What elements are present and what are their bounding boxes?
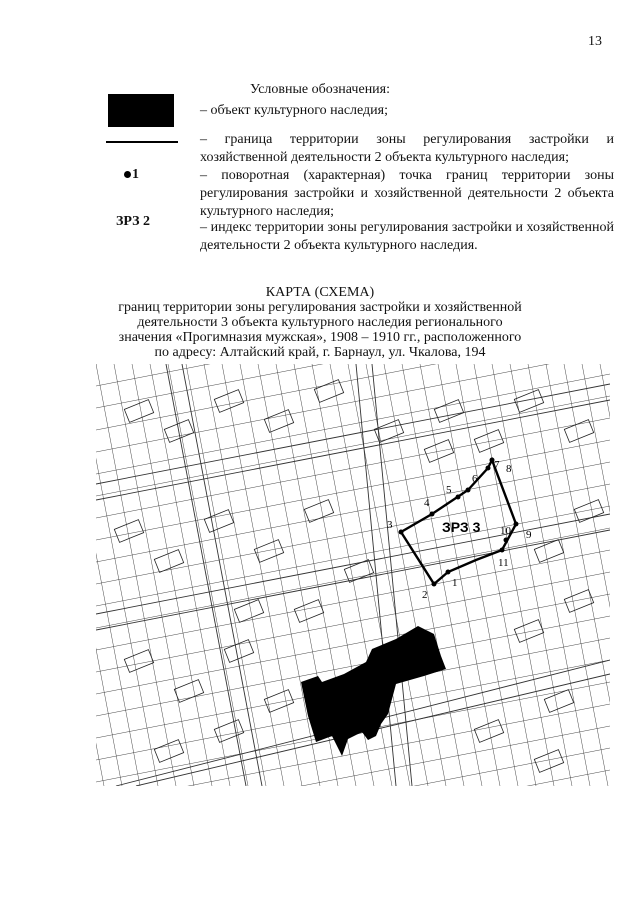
turning-point-symbol-label: 1 (132, 167, 139, 182)
zone-boundary-line-symbol (106, 141, 178, 143)
map-title: КАРТА (СХЕМА) (265, 285, 375, 300)
cadastral-map-drawing (96, 364, 610, 786)
legend-text-zone-index: – индекс территории зоны регулирования застройки и хозяйственной деятельности 2 объекта культурного наследия. (200, 220, 614, 253)
turning-point-label: 7 (494, 459, 500, 471)
map-subtitle: границ территории зоны регулирования застройки и хозяйственной деятельности 3 объекта культурного наследия регионального значения «Прогимназия мужская», 1908 – 1910 гг., расположенного по адресу: Алтайский край, г. Барнаул, ул. Чкалова, 194 (118, 300, 522, 360)
turning-point (514, 522, 519, 527)
turning-point-symbol (124, 166, 139, 184)
page-number: 13 (588, 34, 602, 49)
turning-point (446, 570, 451, 575)
turning-point-label: 9 (526, 529, 532, 541)
zone-index-symbol: ЗРЗ 2 (116, 214, 151, 229)
point-dot-icon (124, 171, 131, 178)
turning-point (430, 512, 435, 517)
zone-index-label: ЗРЗ 3 (442, 519, 481, 535)
legend-text-turning-point: – поворотная (характерная) точка границ территории зоны регулирования застройки и хозяйственной деятельности 2 объекта культурного наследия; (200, 168, 614, 219)
turning-point (500, 548, 505, 553)
legend-title: Условные обозначения: (249, 82, 391, 97)
legend-text-object: – объект культурного наследия; (200, 103, 388, 118)
legend-text-boundary: – граница территории зоны регулирования застройки и хозяйственной деятельности 2 объекта культурного наследия; (200, 132, 614, 165)
turning-point-label: 8 (506, 463, 512, 475)
turning-point (432, 582, 437, 587)
turning-point-label: 4 (424, 497, 430, 509)
turning-point-label: 10 (500, 525, 511, 537)
cultural-heritage-object-symbol (108, 94, 174, 127)
turning-point (399, 530, 404, 535)
turning-point (504, 538, 509, 543)
turning-point (466, 488, 471, 493)
turning-point (456, 495, 461, 500)
turning-point-label: 2 (422, 589, 428, 601)
turning-point-label: 1 (452, 577, 458, 589)
cadastral-map (96, 364, 610, 786)
turning-point (486, 466, 491, 471)
turning-point-label: 6 (472, 473, 478, 485)
turning-point-label: 3 (387, 519, 393, 531)
turning-point-label: 5 (446, 484, 452, 496)
turning-point-label: 11 (498, 557, 509, 569)
